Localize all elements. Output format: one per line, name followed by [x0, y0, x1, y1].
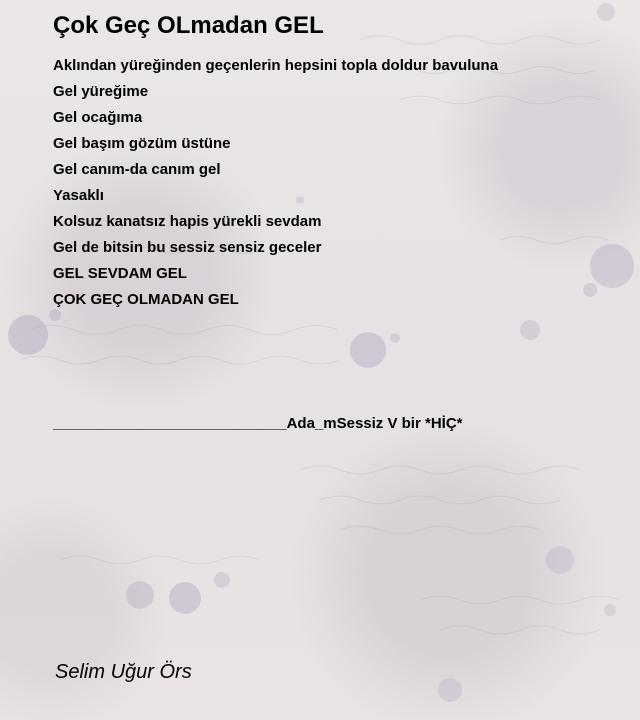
poem-title: Çok Geç OLmadan GEL: [53, 12, 324, 39]
poem-line: Kolsuz kanatsız hapis yürekli sevdam: [53, 213, 322, 230]
poem-line: ÇOK GEÇ OLMADAN GEL: [53, 291, 239, 308]
poem-line: Gel canım-da canım gel: [53, 161, 221, 178]
poem-line: Gel de bitsin bu sessiz sensiz geceler: [53, 239, 322, 256]
author-name: Selim Uğur Örs: [55, 661, 192, 683]
poem-body: [53, 53, 498, 313]
poem-line: GEL SEVDAM GEL: [53, 265, 187, 282]
poem-line: Gel yüreğime: [53, 83, 149, 100]
poem-line: Yasaklı: [53, 187, 104, 204]
poem-signature: ____________________________Ada_mSessiz V bir *HİÇ*: [53, 415, 463, 432]
poem-line: Gel ocağıma: [53, 109, 143, 126]
poem-line: Aklından yüreğinden geçenlerin hepsini topla doldur bavuluna: [53, 57, 499, 74]
poem-line: Gel başım gözüm üstüne: [53, 135, 231, 152]
